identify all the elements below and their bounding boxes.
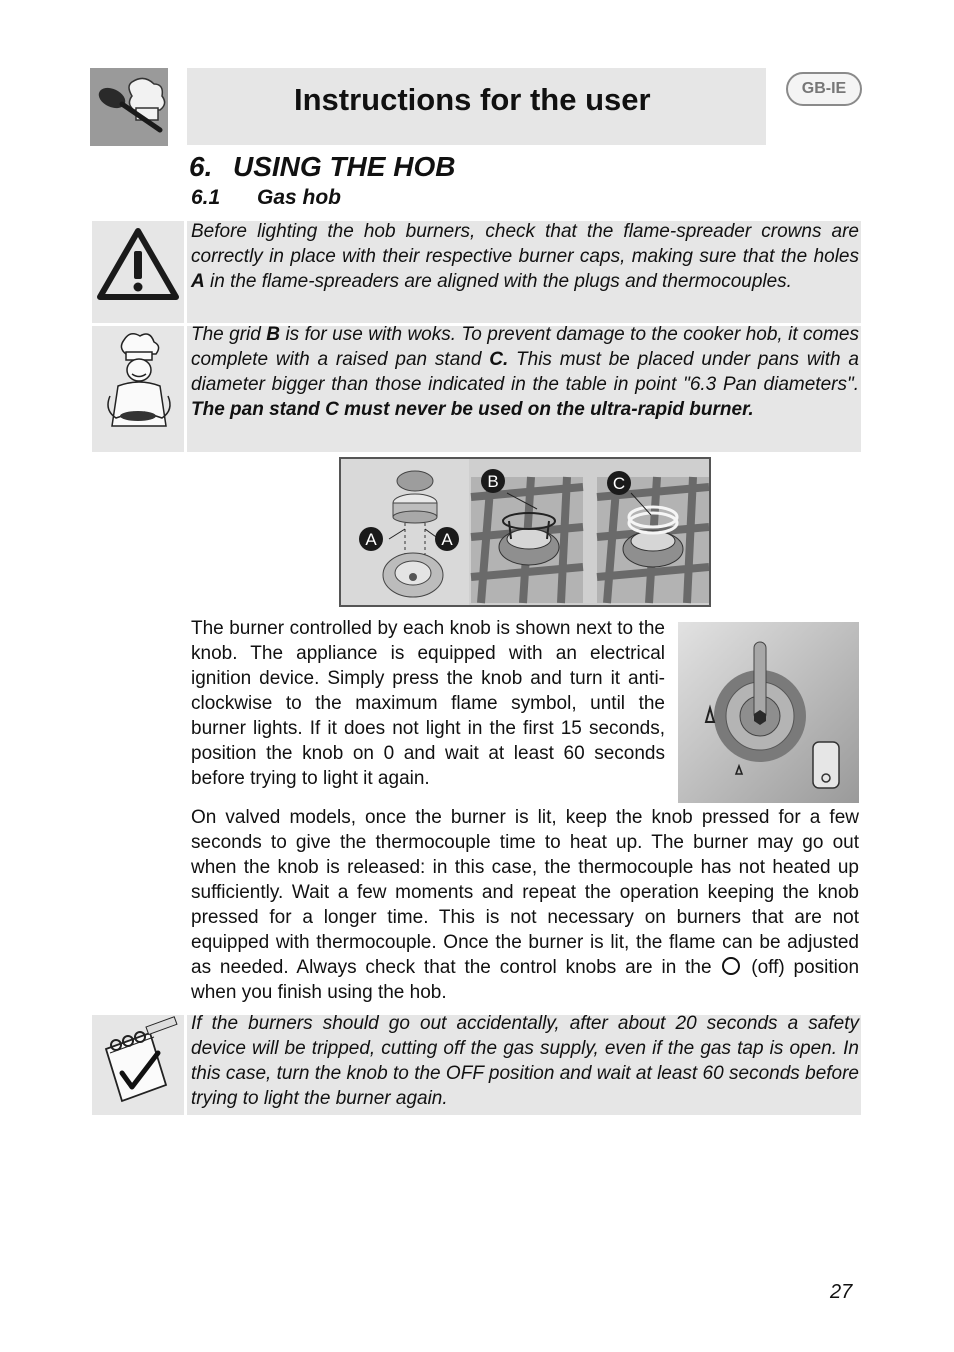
section-title: [189, 151, 455, 183]
warning-note-bold-a: A: [191, 271, 205, 292]
warning-note-part2: in the flame-spreaders are aligned with the plugs and thermocouples.: [204, 271, 792, 292]
page-number: 27: [830, 1281, 853, 1303]
grid-note-part3: This must be placed under pans with a diameter bigger than those indicated in the table in point "6.3 Pan diameters".: [191, 349, 859, 395]
label-b: B: [487, 472, 499, 491]
warning-icon-cell: [92, 221, 184, 323]
control-knob-figure: [678, 622, 859, 803]
grid-note-part1: The grid: [191, 324, 267, 345]
burner-assembly-figure: [339, 457, 711, 607]
warning-triangle-icon: [92, 221, 184, 323]
warning-note-text: [191, 219, 859, 294]
section-title-text: USING THE HOB: [233, 151, 456, 182]
note-icon-cell: [92, 1015, 184, 1115]
grid-note-bold-end: The pan stand C must never be used on the ultra-rapid burner.: [191, 399, 754, 420]
subsection-number: 6.1: [191, 186, 221, 209]
grid-note-text: [191, 322, 859, 422]
page-header-title: Instructions for the user: [294, 82, 651, 117]
valved-models-paragraph: [191, 805, 859, 1005]
chef-icon: [92, 326, 184, 452]
grid-note-part2: is for use with woks. To prevent damage to the cooker hob, it comes complete with a raised pan stand: [191, 324, 860, 370]
notepad-check-icon: [92, 1015, 184, 1115]
section-number: 6.: [189, 151, 213, 182]
valved-paragraph-part1: On valved models, once the burner is lit, keep the knob pressed for a few seconds to give the thermocouple time to heat up. The burner may go out when the knob is released: in this case, the thermocouple has not heated up sufficiently. Wait a few moments and repeat the operation keeping the knob pressed for a longer time. This is not necessary on burners that are not equipped with thermocouple. Once the burner is lit, the flame can be adjusted as needed. Always check that the control knobs are in the: [191, 807, 859, 978]
label-c: C: [612, 474, 626, 493]
ignition-paragraph: The burner controlled by each knob is shown next to the knob. The appliance is equipped with an electrical ignition device. Simply press the knob and turn it anti-clockwise to the maximum flame symbol, until the burner lights. If it does not light in the first 15 seconds, position the knob on 0 and wait at least 60 seconds before trying to light it again.: [191, 618, 665, 789]
valved-paragraph-part2: (off) position when you finish using the hob.: [191, 957, 860, 1003]
warning-note-part1: Before lighting the hob burners, check that the flame-spreader crowns are correctly in place with their respective burner caps, making sure that the holes: [191, 221, 859, 267]
grid-note-bold-c: C.: [489, 349, 509, 370]
safety-note-text: If the burners should go out accidentally, after about 20 seconds a safety device will be tripped, cutting off the gas supply, even if the gas tap is open. In this case, turn the knob to the OFF position and wait at least 60 seconds before trying to light the burner again.: [191, 1013, 859, 1109]
grid-note-bold-b: B: [266, 324, 281, 345]
subsection-title-text: Gas hob: [257, 186, 342, 209]
label-a-right: A: [441, 530, 453, 549]
label-a-left: A: [365, 530, 377, 549]
off-circle-icon: [722, 957, 740, 975]
chef-hat-spoon-icon: [90, 68, 168, 146]
language-badge: GB-IE: [786, 72, 862, 106]
subsection-title: [191, 186, 341, 210]
chef-icon-cell: [92, 326, 184, 452]
